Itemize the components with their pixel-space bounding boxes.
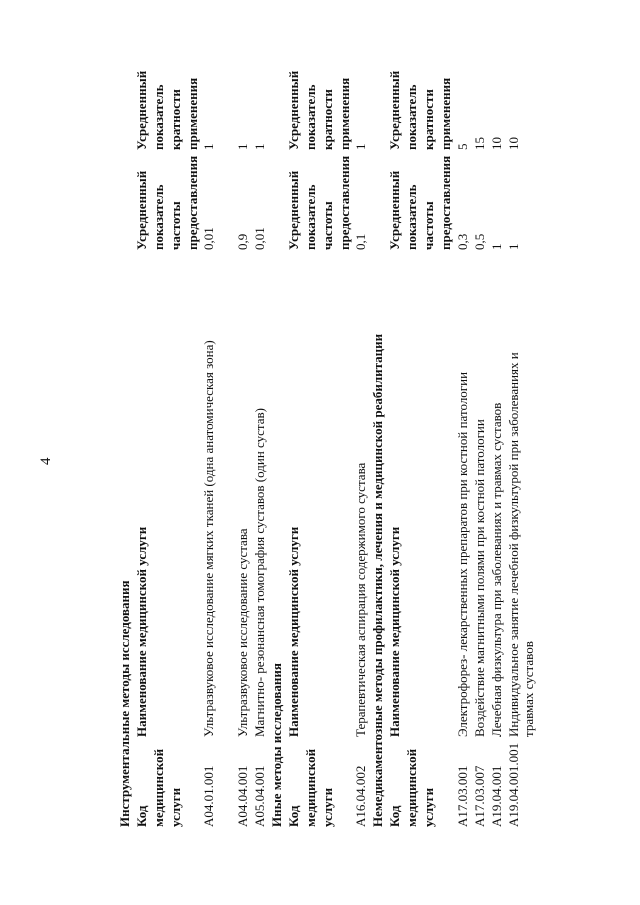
header-frequency-line2: показатель [151,184,166,250]
header-multiplicity-line3: кратности [421,89,436,150]
header-frequency-line1: Усредненный [387,170,402,250]
row-frequency: 1 [489,243,504,250]
header-code-line2: медицинской [404,748,419,827]
row-multiplicity: 1 [353,143,368,150]
header-multiplicity-line2: показатель [151,84,166,150]
header-service-name: Наименование медицинской услуги [387,526,402,737]
header-frequency-line4: предоставления [185,155,200,250]
header-frequency-line4: предоставления [337,155,352,250]
header-multiplicity-line1: Усредненный [286,70,301,150]
header-code-line1: Код [134,805,149,827]
row-service-name: Лечебная физкультура при заболеваниях и травмах суставов [489,402,504,737]
row-frequency: 1 [506,243,521,250]
header-code-line1: Код [387,805,402,827]
row-multiplicity: 10 [489,137,504,150]
row-service-name: Ультразвуковое исследование сустава [235,528,250,737]
header-multiplicity-line1: Усредненный [387,70,402,150]
header-code-line2: медицинской [303,748,318,827]
row-multiplicity: 10 [506,137,521,150]
header-frequency-line3: частоты [168,201,183,250]
row-code: A16.04.002 [353,765,368,827]
section-title-other: Иные методы исследования [269,663,284,827]
page-number: 4 [38,457,54,465]
header-multiplicity-line4: применения [337,77,352,150]
header-frequency-line3: частоты [320,201,335,250]
row-frequency: 0,3 [455,233,470,250]
header-multiplicity-line3: кратности [320,89,335,150]
row-multiplicity: 15 [472,137,487,150]
section-title-instrumental: Инструментальные методы исследования [117,580,132,827]
header-frequency-line2: показатель [404,184,419,250]
header-code-line3: услуги [421,787,436,827]
row-service-name: Терапевтическая аспирация содержимого сустава [353,462,368,737]
row-code: A19.04.001.001 [506,742,521,827]
header-code-line3: услуги [168,787,183,827]
header-code-line1: Код [286,805,301,827]
header-code-line3: услуги [320,787,335,827]
header-multiplicity-line4: применения [185,77,200,150]
row-multiplicity: 5 [455,143,470,150]
header-frequency-line1: Усредненный [286,170,301,250]
row-code: A04.01.001 [201,765,216,827]
row-multiplicity: 1 [252,143,267,150]
row-service-name: Индивидуальное занятие лечебной физкультурой при заболеваниях и травмах суставов [506,352,536,737]
row-code: A17.03.001 [455,765,470,827]
row-frequency: 0,01 [201,227,216,250]
header-multiplicity-line2: показатель [303,84,318,150]
header-multiplicity-line1: Усредненный [134,70,149,150]
row-service-name: Магнитно- резонансная томография суставов (один сустав) [252,408,267,737]
row-service-name: Электрофорез- лекарственных препаратов при костной патологии [455,371,470,737]
row-code: A19.04.001 [489,765,504,827]
header-frequency-line2: показатель [303,184,318,250]
row-service-name: Ультразвуковое исследование мягких тканей (одна анатомическая зона) [201,340,216,737]
header-multiplicity-line2: показатель [404,84,419,150]
header-multiplicity-line4: применения [438,77,453,150]
header-frequency-line4: предоставления [438,155,453,250]
header-multiplicity-line3: кратности [168,89,183,150]
header-frequency-line3: частоты [421,201,436,250]
row-frequency: 0,5 [472,233,487,250]
header-service-name: Наименование медицинской услуги [286,526,301,737]
header-service-name: Наименование медицинской услуги [134,526,149,737]
row-frequency: 0,9 [235,233,250,250]
row-service-name: Воздействие магнитными полями при костной патологии [472,419,487,737]
row-code: A17.03.007 [472,765,487,827]
row-frequency: 0,01 [252,227,267,250]
row-frequency: 0,1 [353,233,368,250]
header-frequency-line1: Усредненный [134,170,149,250]
row-code: A04.04.001 [235,765,250,827]
section-title-non-drug: Немедикаментозные методы профилактики, лечения и медицинской реабилитации [370,333,385,827]
row-code: A05.04.001 [252,765,267,827]
row-multiplicity: 1 [201,143,216,150]
row-multiplicity: 1 [235,143,250,150]
header-code-line2: медицинской [151,748,166,827]
